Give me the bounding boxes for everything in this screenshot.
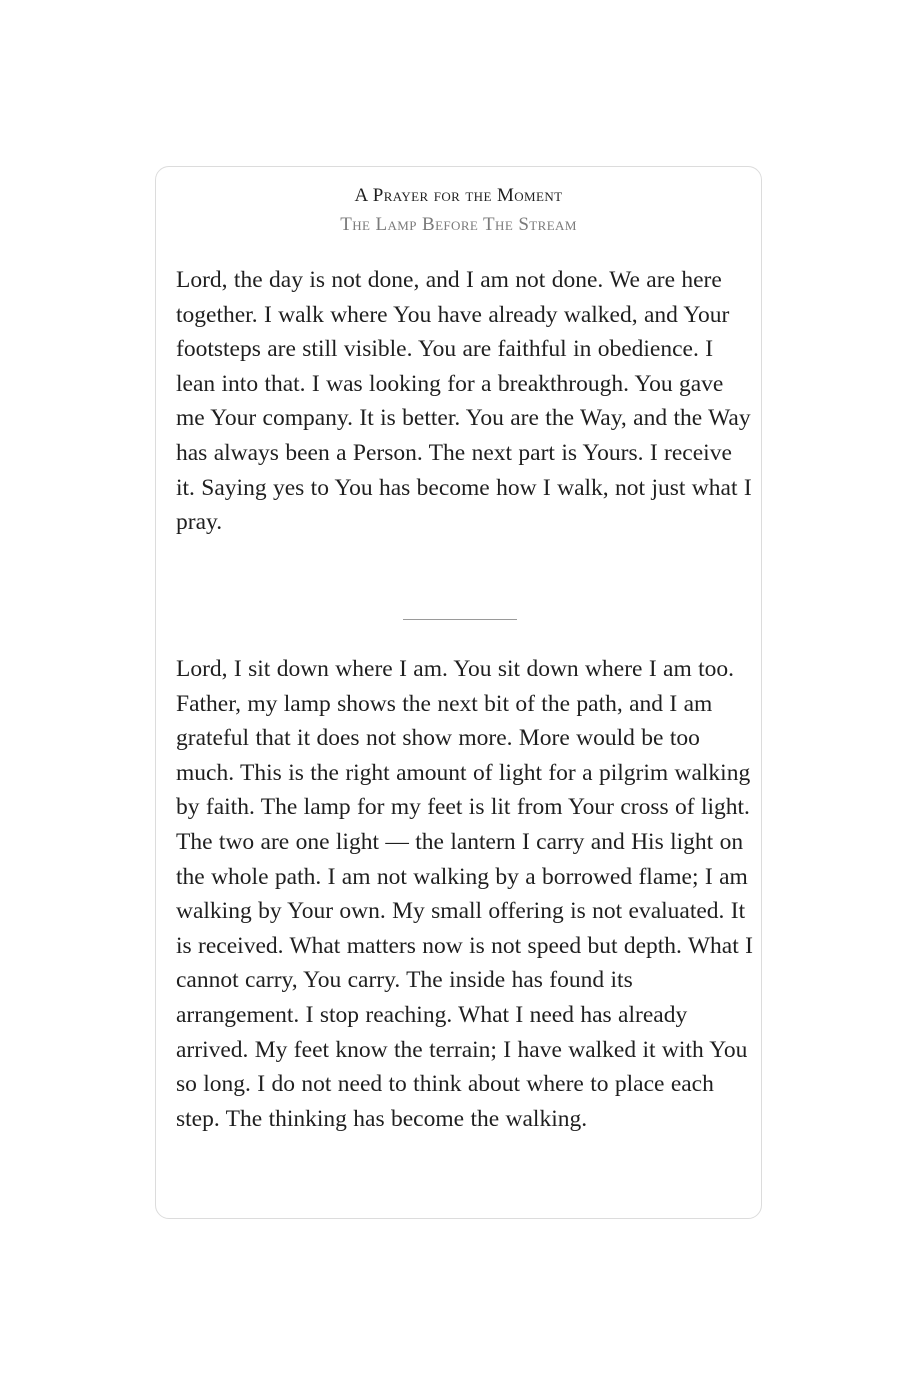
prayer-paragraph-2: Lord, I sit down where I am. You sit down where I am too. Father, my lamp shows the next bit of the path, and I am grateful that it does not show more. More would be too much. This is the right amount of light for a pilgrim walking by faith. The lamp for my feet is lit from Your cross of light. The two are one light — the lantern I carry and His light on the whole path. I am not walking by a borrowed flame; I am walking by Your own. My small offering is not evaluated. It is received. What matters now is not speed but depth. What I cannot carry, You carry. The inside has found its arrangement. I stop reaching. What I need has already arrived. My feet know the terrain; I have walked it with You so long. I do not need to think about where to place each step. The thinking has become the walking. xyxy=(176,656,753,1132)
card-header xyxy=(156,183,761,238)
prayer-card xyxy=(155,166,762,1219)
card-title: A Prayer for the Moment xyxy=(354,185,563,206)
prayer-paragraph-1: Lord, the day is not done, and I am not done. We are here together. I walk where You have already walked, and Your footsteps are still visible. You are faithful in obedience. I lean into that. I was looking for a breakthrough. You gave me Your company. It is better. You are the Way, and the Way has always been a Person. The next part is Yours. I receive it. Saying yes to You has become how I walk, not just what I pray. xyxy=(176,267,752,536)
section-divider xyxy=(403,619,517,620)
card-subtitle: The Lamp Before The Stream xyxy=(340,214,577,235)
